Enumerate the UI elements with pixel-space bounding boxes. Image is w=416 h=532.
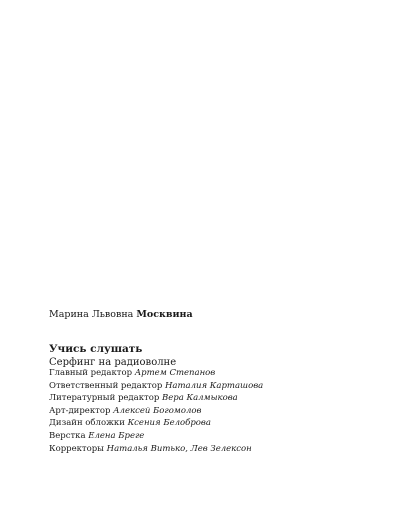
credits-list [49,367,263,455]
credit-line [49,392,263,405]
book-title: Учись слушать [49,343,143,355]
credit-role: Верстка [49,430,86,441]
credit-role: Литературный редактор [49,393,160,404]
credit-name: Наталья Витько, Лев Зелексон [106,443,252,454]
credit-role: Арт-директор [49,405,111,416]
credits-block [49,367,263,455]
credit-line [49,430,263,443]
author-surname: Москвина [136,309,193,320]
credit-name: Елена Бреге [88,430,145,441]
book-subtitle: Серфинг на радиоволне [49,357,177,368]
credit-line [49,380,263,393]
author-given-names: Марина Львовна [49,309,134,320]
credit-line [49,405,263,418]
title-block [49,342,176,369]
credit-role: Дизайн обложки [49,418,125,429]
credit-line [49,367,263,380]
author-line [49,309,193,321]
credit-name: Наталия Карташова [164,380,264,391]
credit-role: Главный редактор [49,368,133,378]
credit-name: Алексей Богомолов [113,405,202,416]
credit-line [49,443,263,456]
credit-name: Ксения Белоброва [127,418,211,429]
credit-name: Вера Калмыкова [162,393,238,404]
credit-role: Корректоры [49,443,104,454]
credit-line [49,417,263,430]
credit-name: Артем Степанов [134,368,216,378]
credit-role: Ответственный редактор [49,380,163,391]
